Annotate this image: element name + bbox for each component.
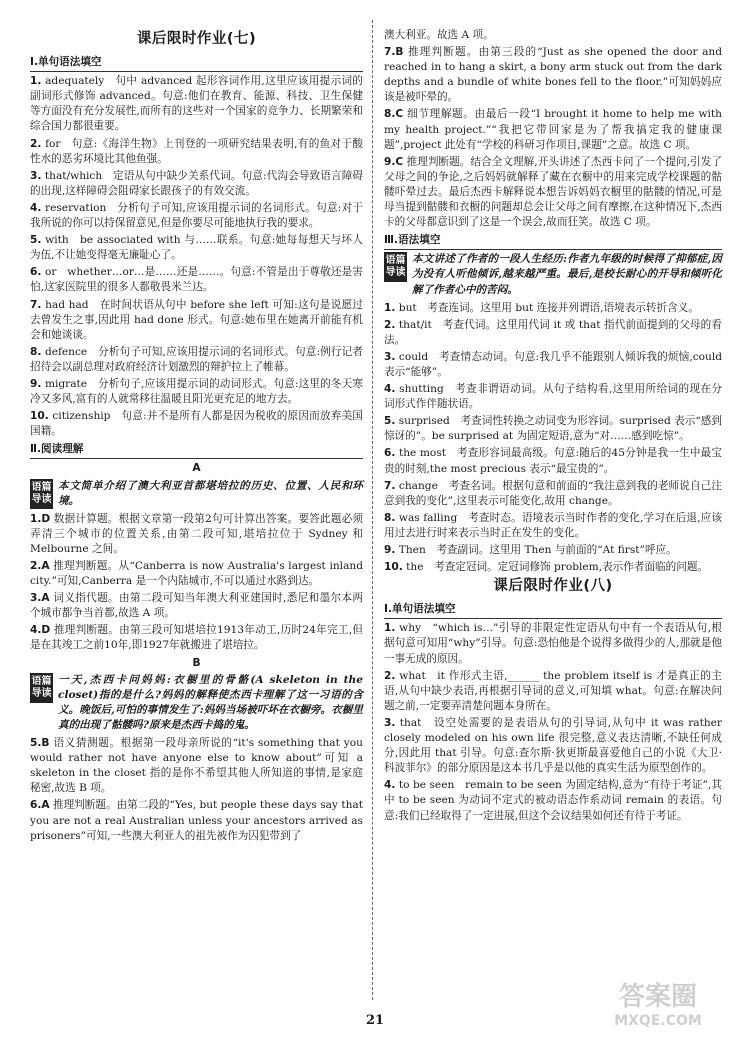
answer-item [384,382,722,412]
answer-text: could 考查情态动词。句意:我几乎不能跟别人倾诉我的烦恼,could 表示“能够”。 [384,350,722,378]
answer-number: 2. [384,318,396,331]
passage-b-guide [30,673,363,733]
watermark-logo [578,975,738,1031]
watermark-en: MXQE.COM [614,1013,702,1029]
answer-item [30,137,363,167]
answer-item [30,345,363,375]
answer-item [384,621,722,666]
answer-text: that 设空处需要的是表语从句的引导词,从句中 it was rather closely modeled on his own life 很完整,意义表达清晰,不缺任何成分,因此用 that 引导。句意:查尔斯·狄更斯最喜爱他自己的小说《大卫·科波菲尔》的部分原因是这本书几乎是以他的真实生活为原型创作的。 [384,716,722,775]
answer-number: 1.D [30,512,51,525]
answer-text: the 考查定冠词。定冠词修饰 problem,表示作者面临的问题。 [406,561,709,574]
guide-text: 本文讲述了作者的一段人生经历:作者九年级的时候得了抑郁症,因为没有人听他倾诉,越来越严重。最后,是校长耐心的开导和倾听化解了作者心中的苦闷。 [412,253,722,296]
answer-item [30,409,363,439]
right-column [384,28,722,826]
answer-item [384,543,722,558]
answer-number: 1. [384,622,396,635]
answer-number: 3.A [30,592,50,605]
answer-item [30,377,363,407]
answer-text: 推理判断题。由第三段的“Just as she opened the door and reached in to hang a skirt, a bony arm stuck out from the dark depths and a bundle of white bones fell to the floor.”可知妈妈应该是被吓晕的。 [384,46,722,104]
answer-item [384,45,722,105]
answer-item [384,716,722,776]
section-title-8: 课后限时作业(八) [493,578,613,595]
answer-number: 3. [384,350,396,363]
answer-number: 4. [30,201,42,214]
answer-number: 8. [30,345,42,358]
answer-text: citizenship 句意:并不是所有人都是因为税收的原因而放弃美国国籍。 [30,410,363,438]
answer-text: had had 在时间状语从句中 before she left 可知:这句是说愿过去曾发生之事,因此用 had done 形式。句意:她布里在她离开前能有机会和她谈谈。 [30,298,363,341]
answer-item [30,591,363,621]
passage-b-label: B [192,656,201,669]
cloze-answers [384,301,722,576]
grammar-answers-8 [384,621,722,823]
answer-item [384,560,722,575]
answer-item [384,446,722,476]
answer-number: 9. [30,377,42,390]
answer-text: 推理判断题。由第三段可知堪培拉1913年动工,历时24年完工,但是在其竣工之前10年,即1927年就搬进了堪培拉。 [30,624,363,652]
answer-text: why “which is…”引导的非限定性定语从句中有一个表语从句,根据句意可知用“why”引导。句意:恐怕他是个说得多做得少的人,那就是他一事无成的原因。 [384,622,722,665]
answer-text: 推理判断题。结合全文理解,开头讲述了杰西卡问了一个提问,引发了父母之间的争论,之后妈妈就解释了藏在衣橱中的用来完成学校课题的骷髅吓晕过去。最后杰西卡解释说本想告诉妈妈衣橱里的骷髅的情况,可是母当提到骷髅和衣橱的问题却总会让父母之间有摩擦,在这种情况下,杰西卡的父母都意识到了这是一个误会,故而狂笑。故选 C 项。 [384,155,722,229]
answer-item [30,512,363,557]
answer-item [384,155,722,230]
answer-text: migrate 分析句子,应该用提示词的动词形式。句意:这里的冬天寒冷又多风,富有的人就常移往温暖且阳光更充足的地方去。 [30,377,363,406]
heading-grammar-fill: Ⅰ.单句语法填空 [30,55,363,72]
guide-text: 一天,杰西卡问妈妈:衣橱里的骨骼(A skeleton in the closet)指的是什么?妈妈的解释使杰西卡理解了这一习语的含义。晚饭后,可怕的事情发生了:妈妈当场被吓坏在衣橱旁。衣橱里真的出现了骷髅吗?原来是杰西卡捣的鬼。 [58,673,363,731]
section-title-7: 课后限时作业(七) [136,31,257,47]
answer-text: 细节理解题。由最后一段“I brought it home to help me with my health project.”“我把它带回家是为了帮我搞定我的健康课题”,project 此处有“学校的科研习作项目,课题”之意。故选 C 项。 [384,108,722,151]
answer-text: adequately 句中 advanced 起形容词作用,这里应该用提示词的副词形式修饰 advanced。句意:他们在教育、能源、科技、卫生保健等方面没有充分发展性,而所有的这些对一个国家的竞争力、长期繁荣和综合国力都很重要。 [30,75,363,133]
passage-a-guide [30,479,363,509]
heading-grammar-fill-8: Ⅰ.单句语法填空 [384,602,722,619]
answer-item [384,778,722,823]
answer-item [384,107,722,152]
answer-number: 7. [384,479,396,492]
answer-text: or whether…or…是……还是……。句意:不管是出于尊敬还是害怕,这家医院里的很多人都敬畏米兰达。 [30,266,363,294]
answer-text: 词义指代题。由第二段可知当年澳大利亚建国时,悉尼和墨尔本两个城市都争当首都,故选 A 项。 [30,592,363,620]
answer-item [384,318,722,348]
grammar-answers-7 [30,74,363,439]
answer-item [30,169,363,199]
left-column [30,28,363,846]
answer-number: 6. [384,447,396,460]
answer-number: 3. [384,716,396,729]
answer-number: 7.B [384,46,404,59]
answer-number: 1. [30,75,42,88]
answer-item [30,201,363,231]
passage-b-answers-continued [384,45,722,230]
answer-number: 1. [384,301,396,314]
answer-number: 4.D [30,624,51,637]
answer-text: was falling 考查时态。语境表示当时作者的变化,学习在后退,应该用过去进行时来表示当时正在发生的变化。 [384,511,722,539]
passage-a-answers [30,512,363,654]
answer-item [30,559,363,589]
answer-item [384,479,722,509]
answer-number: 5. [384,415,396,428]
answer-item [384,350,722,380]
answer-text: that/it 考查代词。这里用代词 it 或 that 指代前面提到的父母的看法。 [384,318,722,346]
answer-number: 4. [384,779,396,792]
answer-text: but 考查连词。这里用 but 连接并列谓语,语境表示转折含义。 [398,301,699,314]
answer-text: with be associated with 与……联系。句意:她每每想天与坏人为伍,不让她变得毫无廉耻心了。 [30,234,363,262]
passage-b-answers [30,736,363,844]
answer-item [30,623,363,653]
watermark-cn: 答案圈 [618,982,698,1012]
answer-number: 6.A [30,799,50,812]
answer-number: 9.C [384,155,404,168]
answer-text: 语义猜测题。根据第一段母亲所说的“it's something that you would rather not have anyone else to know about”可知 a skeleton in the closet 指的是你不希望其他人所知道的事情,是家庭秘密,故选 B 项。 [30,737,363,795]
answer-item [30,798,363,843]
answer-item [30,74,363,134]
answer-number: 4. [384,383,396,396]
page-number: 21 [365,1013,385,1028]
answer-number: 8. [384,511,396,524]
answer-text: to be seen remain to be seen 为固定结构,意为“有待于考证”,其中 to be seen 为动词不定式的被动语态作系动词 remain 的表语。句意:我们已经取得了一定进展,但这个会议结果如何还有待于考证。 [384,779,722,822]
guide-badge: 语篇导读 [30,673,53,703]
answer-number: 5. [30,234,42,247]
answer-text: defence 分析句子可知,应该用提示词的名词形式。句意:例行记者招待会以副总理对政府经济计划激烈的辩护拉上了帷幕。 [30,345,364,373]
continued-text: 澳大利亚。故选 A 项。 [384,29,494,41]
answer-number: 10. [384,561,403,574]
answer-text: for 句意:《海洋生物》上刊登的一项研究结果表明,有的鱼对于酸性水的恶劣环境比其他鱼强。 [30,137,363,165]
guide-text: 本文简单介绍了澳大利亚首都堪培拉的历史、位置、人民和环境。 [58,479,363,507]
column-divider [372,20,373,1000]
answer-text: the most 考查形容词最高级。句意:随后的45分钟是我一生中最宝贵的时刻,the most precious 表示“最宝贵的”。 [384,447,722,475]
answer-item [384,301,722,316]
answer-item [30,233,363,263]
answer-number: 2. [30,137,42,150]
answer-number: 9. [384,544,396,556]
answer-text: change 考查名词。根据句意和前面的“我注意到我的老师说自己注意到我的变化”,这里表示可能变化,故用 change。 [384,479,723,507]
heading-grammar-cloze: Ⅲ.语法填空 [384,233,722,250]
answer-number: 7. [30,298,42,311]
answer-text: surprised 考查词性转换之动词变为形容词。surprised 表示“感到惊讶的”。be surprised at 为固定短语,意为“对……感到吃惊”。 [384,415,722,443]
guide-badge: 语篇导读 [384,252,407,282]
heading-reading: Ⅱ.阅读理解 [30,442,363,459]
answer-text: 推理判断题。从“Canberra is now Australia's largest inland city.”可知,Canberra 是一个内陆城市,不可以通过水路到达。 [30,560,363,588]
passage-a-label: A [192,462,201,475]
answer-text: that/which 定语从句中缺少关系代词。句意:代沟会导致语言障碍的出现,这样障碍会阻碍家长跟孩子的有效交流。 [30,169,363,197]
answer-number: 2. [384,669,396,682]
answer-number: 5.B [30,737,50,750]
answer-number: 3. [30,169,42,182]
answer-number: 10. [30,410,49,423]
answer-number: 8.C [384,108,404,121]
answer-item [30,736,363,796]
guide-badge: 语篇导读 [30,479,53,509]
answer-text: 推理判断题。由第二段的“Yes, but people these days say that you are not a real Australian unless your ancestors arrived as prisoners”可知,一些澳大利亚人的祖先被作为囚犯带到了 [30,799,363,842]
answer-text: reservation 分析句子可知,应该用提示词的名词形式。句意:对于我所说的你可以持保留意见,但是你要尽可能地执行我的要求。 [30,201,364,230]
cloze-guide [384,252,722,297]
answer-number: 6. [30,266,42,279]
answer-text: shutting 考查非谓语动词。从句子结构看,这里用所给词的现在分词形式作伴随状语。 [384,383,722,411]
answer-item [30,298,363,343]
answer-text: Then 考查副词。这里用 Then 与前面的“At first”呼应。 [398,544,677,556]
answer-text: 数据计算题。根据文章第一段第2句可计算出答案。要答此题必须弄清三个城市的位置关系,由第二段可知,堪培拉位于 Sydney 和 Melbourne 之间。 [30,512,363,555]
answer-item [384,414,722,444]
answer-item [384,669,722,714]
answer-text: what it 作形式主语,______ the problem itself is 才是真正的主语,从句中缺少表语,再根据引导词的意义,可知填 what。句意:在解决问题之前,一定要弄清楚问题本身所在。 [384,669,722,712]
answer-item [384,511,722,541]
answer-item [30,265,363,295]
answer-number: 2.A [30,560,50,572]
